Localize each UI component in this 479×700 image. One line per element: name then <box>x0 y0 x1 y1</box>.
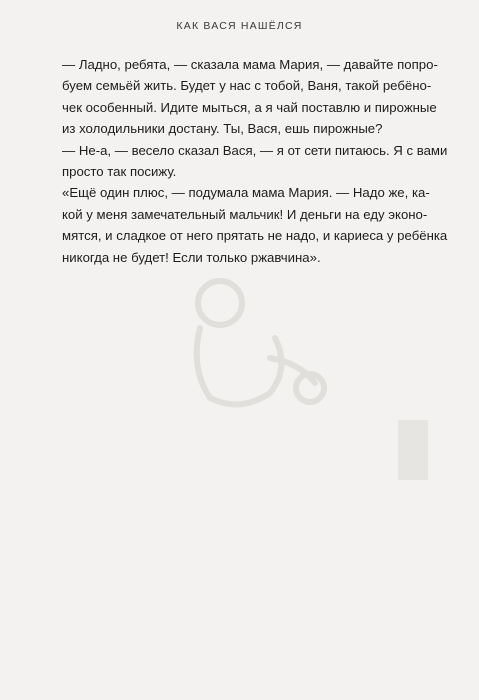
text-line: кой у меня замечательный мальчик! И деньги на еду эконо- <box>62 206 428 222</box>
text-line: чек особенный. Идите мыться, а я чай поставлю и пирожные <box>62 99 437 115</box>
text-line: никогда не будет! Если только ржавчина». <box>62 249 321 265</box>
text-line: из холодильники достану. Ты, Вася, ешь пирожные? <box>62 121 383 137</box>
text-line: просто так посижу. <box>62 163 177 179</box>
body-text <box>62 54 448 268</box>
running-head: КАК ВАСЯ НАШЁЛСЯ <box>176 20 303 32</box>
text-line: мятся, и сладкое от него прятать не надо, и кариеса у ребёнка <box>62 228 448 244</box>
bleed-through-text <box>62 262 422 629</box>
text-line: — Ладно, ребята, — сказала мама Мария, — давайте попро- <box>62 57 438 72</box>
text-line: — Не-а, — весело сказал Вася, — я от сети питаюсь. Я с вами <box>62 142 448 158</box>
text-line: «Ещё один плюс, — подумала мама Мария. — Надо же, ка- <box>62 185 430 201</box>
text-line: буем семьёй жить. Будет у нас с тобой, Ваня, такой ребёно- <box>62 78 432 94</box>
